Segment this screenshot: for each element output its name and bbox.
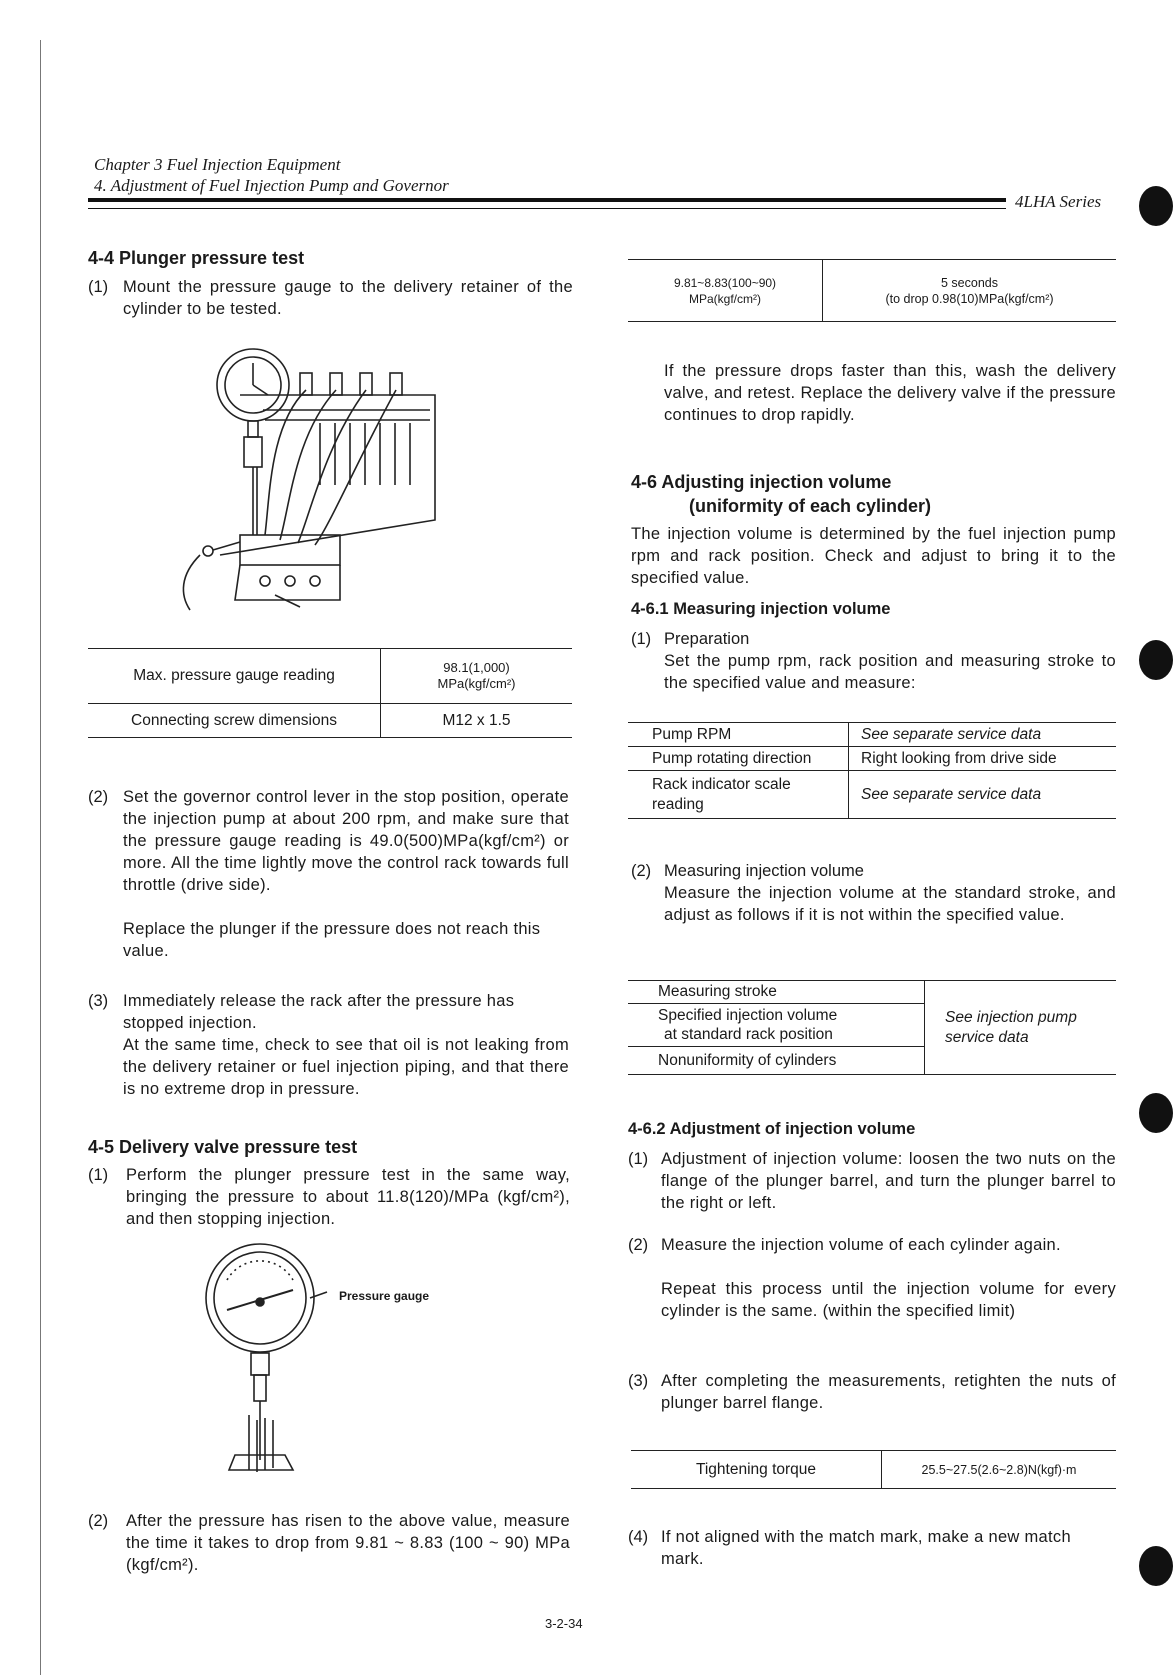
section-title: 4. Adjustment of Fuel Injection Pump and Governor [94,176,449,195]
table-cell: Measuring stroke [628,981,925,1004]
table-cell: Pump RPM [628,723,849,747]
table-cell: 25.5~27.5(2.6~2.8)N(kgf)·m [921,1462,1077,1477]
intro-text: The injection volume is determined by the fuel injection pump rpm and rack position. Check and adjust to bring it to the specified value. [631,525,1116,587]
table-cell: See separate service data [861,725,1042,743]
table-row [628,260,1116,322]
measuring-spec-table [628,980,1116,1075]
preparation-spec-table [628,722,1116,819]
step-text: Set the pump rpm, rack position and measuring stroke to the specified value and measure: [664,652,1116,692]
step-number: (4) [628,1528,649,1546]
cell-line: Rack indicator scale [652,775,791,793]
step-number: (1) [88,1166,109,1184]
cell-line: at standard rack position [664,1026,833,1043]
step-text: Repeat this process until the injection volume for every cylinder is the same. (within the specified limit) [661,1280,1116,1320]
binder-hole [1139,1093,1173,1133]
step-text: At the same time, check to see that oil is not leaking from the delivery retainer or fuel injection piping, and that there is no extreme drop in pressure. [123,1036,569,1098]
table-row [88,704,572,738]
page-number: 3-2-34 [545,1616,583,1631]
step-number: (2) [631,862,652,880]
section-subtitle-4-6: (uniformity of each cylinder) [689,496,932,516]
table-cell: Tightening torque [631,1451,882,1489]
figure-label: Pressure gauge [339,1289,430,1303]
step-text: Immediately release the rack after the pressure has stopped injection. [123,992,515,1032]
step-number: (1) [628,1150,649,1168]
binder-hole [1139,1546,1173,1586]
binder-margin-line [40,40,41,1675]
table-cell [381,649,573,704]
step-text: If not aligned with the match mark, make a new match mark. [661,1528,1071,1568]
cell-line: Specified injection volume [658,1007,838,1024]
step-text: Set the governor control lever in the stop position, operate the injection pump at about 200 rpm, and make sure that the pressure gauge reading is 49.0(500)MPa(kgf/cm²) or more. All the time lightly move the control rack towards full throttle (drive side). [123,788,569,894]
cell-line: See injection pump [945,1008,1077,1026]
step-text: Perform the plunger pressure test in the same way, bringing the pressure to about 11.8(120)/MPa (kgf/cm²), and then stopping injection. [126,1166,570,1228]
table-cell: Right looking from drive side [861,749,1057,767]
step-text: After completing the measurements, retighten the nuts of plunger barrel flange. [661,1372,1116,1412]
table-cell: Nonuniformity of cylinders [628,1047,925,1075]
section-title-4-6: 4-6 Adjusting injection volume [631,472,892,492]
step-number: (3) [88,992,109,1010]
section-title-4-5: 4-5 Delivery valve pressure test [88,1137,358,1157]
table-row [631,1451,1116,1489]
torque-spec-table [631,1450,1116,1489]
subsection-title-4-6-1: 4-6.1 Measuring injection volume [631,600,891,618]
table-cell [925,981,1117,1075]
header-rule-thin [88,208,1006,209]
binder-hole [1139,640,1173,680]
step-number: (2) [88,788,109,806]
plunger-test-spec-table [88,648,572,738]
step-number: (3) [628,1372,649,1390]
table-cell [628,260,823,322]
table-row [628,723,1116,747]
table-cell: M12 x 1.5 [442,711,511,729]
step-number: (2) [628,1236,649,1254]
cell-line: reading [652,795,704,813]
section-title-4-4: 4-4 Plunger pressure test [88,248,305,268]
table-cell: Max. pressure gauge reading [88,649,381,704]
cell-line: MPa(kgf/cm²) [689,291,761,306]
step-number: (2) [88,1512,109,1530]
delivery-valve-spec-table [628,259,1116,322]
table-row [628,747,1116,771]
header-rule [88,198,1006,202]
step-number: (1) [631,630,652,648]
binder-hole [1139,186,1173,226]
table-cell: Pump rotating direction [628,747,849,771]
pressure-gauge-figure [205,1240,355,1480]
step-number: (1) [88,278,109,296]
table-cell [823,260,1117,322]
cell-line: 98.1(1,000) [443,660,510,675]
step-text: Adjustment of injection volume: loosen the two nuts on the flange of the plunger barrel, and turn the plunger barrel to the right or left. [661,1150,1116,1212]
table-row [88,649,572,704]
cell-line: (to drop 0.98(10)MPa(kgf/cm²) [885,291,1054,306]
step-heading: Measuring injection volume [664,862,864,880]
table-cell [628,1004,925,1047]
step-text: Measure the injection volume at the standard stroke, and adjust as follows if it is not within the specified value. [664,884,1116,924]
step-text: After the pressure has risen to the above value, measure the time it takes to drop from 9.81 ~ 8.83 (100 ~ 90) MPa (kgf/cm²). [126,1512,570,1574]
table-cell: See separate service data [861,785,1042,803]
note-text: If the pressure drops faster than this, wash the delivery valve, and retest. Replace the delivery valve if the pressure continues to drop rapidly. [664,362,1116,424]
cell-line: service data [945,1028,1029,1046]
chapter-title: Chapter 3 Fuel Injection Equipment [94,155,341,174]
cell-line: 5 seconds [941,275,998,290]
plunger-pressure-test-figure [180,345,470,620]
cell-line: MPa(kgf/cm²) [437,676,516,691]
table-row [628,981,1116,1004]
step-heading: Preparation [664,630,750,648]
cell-line: 9.81~8.83(100~90) [673,275,777,290]
table-row [628,771,1116,819]
step-text: Mount the pressure gauge to the delivery retainer of the cylinder to be tested. [123,278,573,318]
step-text: Replace the plunger if the pressure does not reach this value. [123,920,541,960]
step-text: Measure the injection volume of each cylinder again. [661,1236,1061,1254]
subsection-title-4-6-2: 4-6.2 Adjustment of injection volume [628,1120,916,1138]
table-cell: Connecting screw dimensions [88,704,381,738]
series-label: 4LHA Series [1015,192,1102,211]
table-cell [628,771,849,819]
